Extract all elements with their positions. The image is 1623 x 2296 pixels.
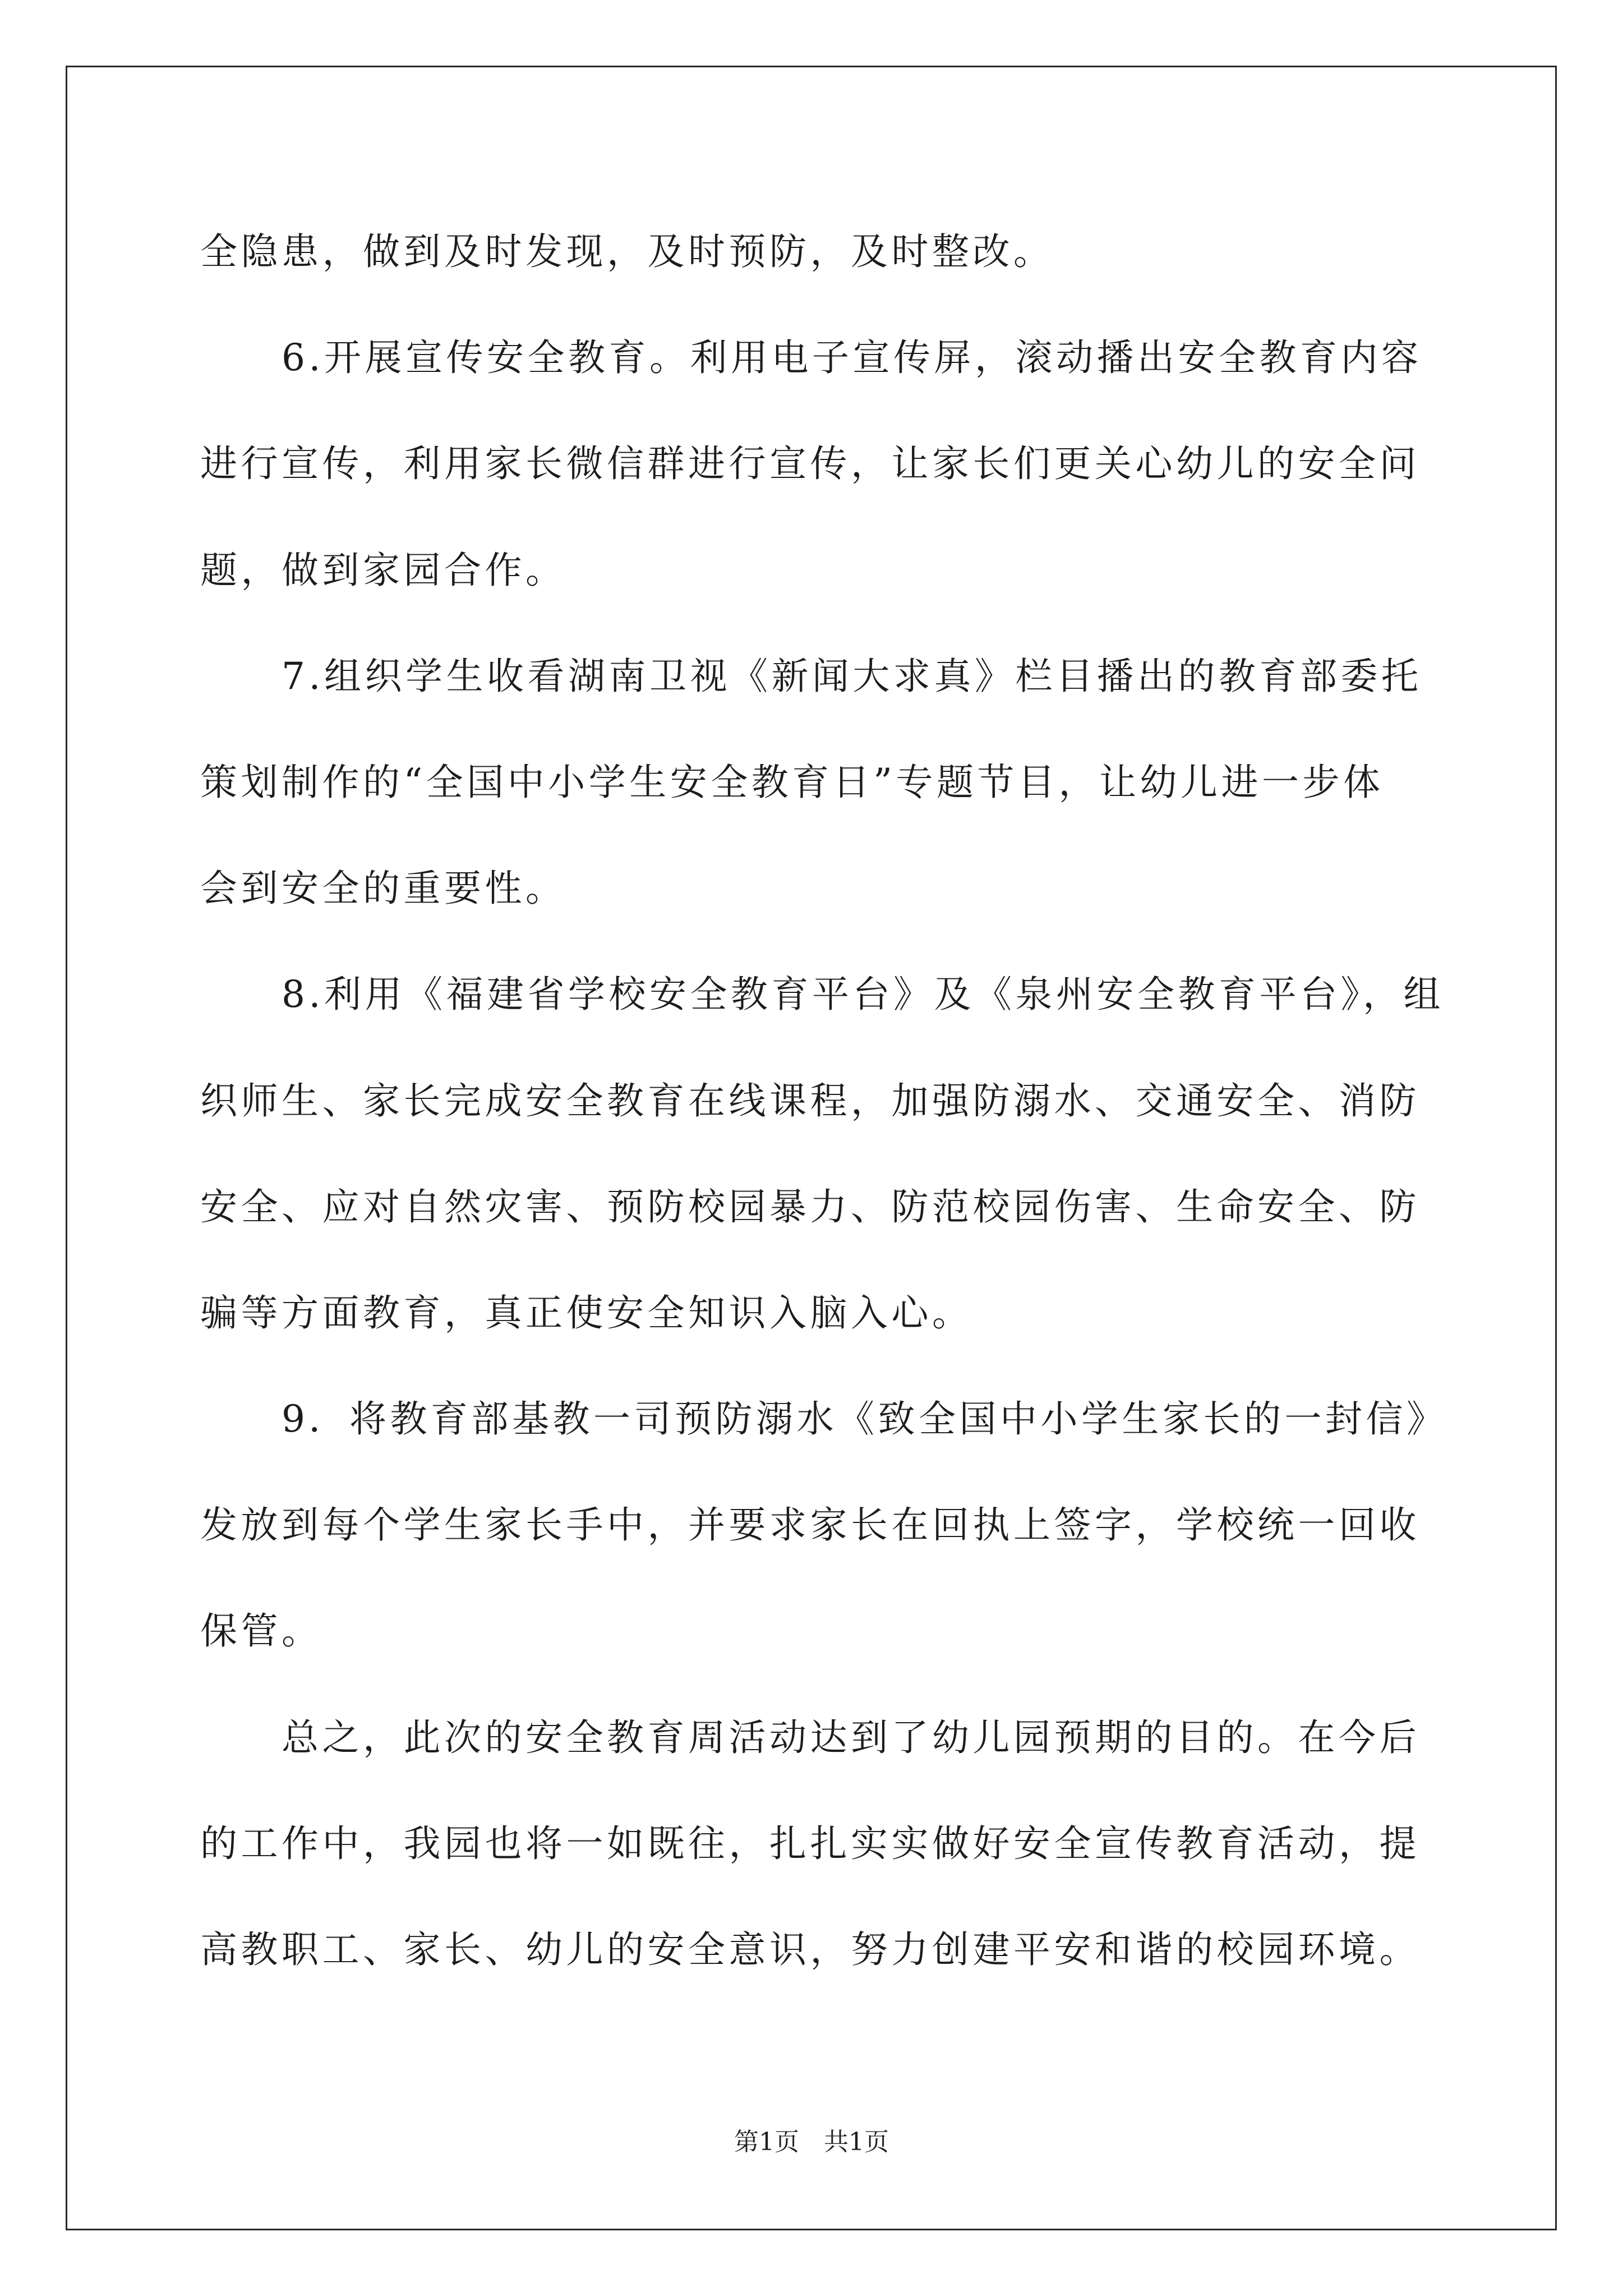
paragraph-summary	[200, 1685, 1490, 2003]
paragraph-item-9	[200, 1366, 1490, 1685]
document-body	[200, 199, 1490, 2003]
paragraph-item-6	[200, 305, 1490, 623]
text-line: 9．将教育部基教一司预防溺水《致全国中小学生家长的一封信》	[282, 1397, 1447, 1441]
text-line: 7.组织学生收看湖南卫视《新闻大求真》栏目播出的教育部委托	[282, 654, 1422, 698]
paragraph-item-7	[200, 623, 1490, 942]
text-line: 6.开展宣传安全教育。利用电子宣传屏，滚动播出安全教育内容	[282, 336, 1422, 380]
text-line: 进行宣传，利用家长微信群进行宣传，让家长们更关心幼儿的安全问	[200, 442, 1420, 486]
text-line: 骗等方面教育，真正使安全知识入脑入心。	[200, 1291, 973, 1335]
paragraph-item-8	[200, 941, 1490, 1366]
text-line: 策划制作的“全国中小学生安全教育日”专题节目，让幼儿进一步体	[200, 760, 1384, 804]
text-line: 全隐患，做到及时发现，及时预防，及时整改。	[200, 230, 1054, 273]
page-footer: 第1页 共1页	[734, 2128, 889, 2156]
text-line: 题，做到家园合作。	[200, 548, 566, 592]
text-line: 织师生、家长完成安全教育在线课程，加强防溺水、交通安全、消防	[200, 1079, 1420, 1122]
text-line: 会到安全的重要性。	[200, 867, 566, 910]
paragraph-continuation	[200, 199, 1490, 305]
text-line: 的工作中，我园也将一如既往，扎扎实实做好安全宣传教育活动，提	[200, 1821, 1420, 1865]
text-line: 保管。	[200, 1609, 322, 1653]
text-line: 总之，此次的安全教育周活动达到了幼儿园预期的目的。在今后	[282, 1715, 1420, 1759]
text-line: 高教职工、家长、幼儿的安全意识，努力创建平安和谐的校园环境。	[200, 1928, 1420, 1971]
text-line: 发放到每个学生家长手中，并要求家长在回执上签字，学校统一回收	[200, 1503, 1420, 1547]
text-line: 安全、应对自然灾害、预防校园暴力、防范校园伤害、生命安全、防	[200, 1185, 1420, 1228]
text-line: 8.利用《福建省学校安全教育平台》及《泉州安全教育平台》，组	[282, 973, 1444, 1016]
